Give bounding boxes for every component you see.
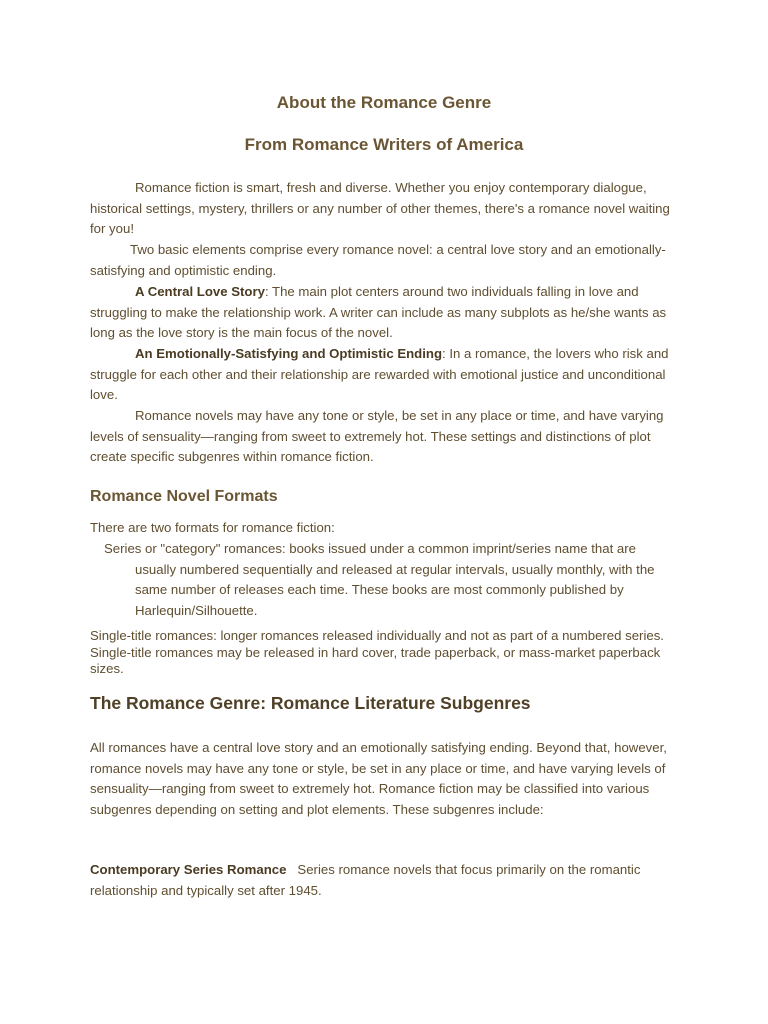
contemporary-series-paragraph xyxy=(90,860,682,901)
single-title-paragraph: Single-title romances: longer romances released individually and not as part of a numbered series. Single-title romances may be released in hard cover, trade paperback, or mass-market paperback sizes. xyxy=(90,628,664,677)
central-love-story-text: : The main plot centers around two individuals falling in love and struggling to make the relationship work. A writer can include as many subplots as he/she wants as long as the love story is the main focus of the novel. xyxy=(90,284,667,341)
contemporary-series-label: Contemporary Series Romance xyxy=(90,862,287,877)
subgenres-heading: The Romance Genre: Romance Literature Subgenres xyxy=(90,693,531,713)
intro-paragraph-1: Romance fiction is smart, fresh and diverse. Whether you enjoy contemporary dialogue, historical settings, mystery, thrillers or any number of other themes, there's a romance novel waiting for you! xyxy=(90,180,670,237)
page-title: About the Romance Genre xyxy=(276,93,492,112)
formats-heading: Romance Novel Formats xyxy=(90,488,278,505)
intro-paragraph-2: Two basic elements comprise every romance novel: a central love story and an emotionally-satisfying and optimistic ending. xyxy=(90,242,666,278)
series-romance-continuation: usually numbered sequentially and released at regular intervals, usually monthly, with the same number of releases each time. These books are most commonly published by Harlequin/Silhouette. xyxy=(135,561,655,618)
intro-paragraph-5: Romance novels may have any tone or style, be set in any place or time, and have varying levels of sensuality—ranging from sweet to extremely hot. These settings and distinctions of plot create specific subgenres within romance fiction. xyxy=(90,408,664,465)
optimistic-ending-text: : In a romance, the lovers who risk and struggle for each other and their relationship are rewarded with emotional justice and unconditional love. xyxy=(90,346,669,403)
contemporary-series-text: Series romance novels that focus primarily on the romantic relationship and typically set after 1945. xyxy=(90,862,641,898)
central-love-story-label: A Central Love Story xyxy=(135,284,265,299)
central-love-story-paragraph xyxy=(90,282,682,344)
subgenres-body: All romances have a central love story and an emotionally satisfying ending. Beyond that, however, romance novels may have any tone or style, be set in any place or time, and have varying levels of sensuality—ranging from sweet to extremely hot. Romance fiction may be classified into various subgenres depending on setting and plot elements. These subgenres include: xyxy=(90,740,667,817)
series-romance-item xyxy=(90,539,682,621)
formats-lead: There are two formats for romance fiction: xyxy=(90,520,335,535)
series-romance-first-line: Series or "category" romances: books issued under a common imprint/series name that are xyxy=(104,541,636,556)
page-subtitle: From Romance Writers of America xyxy=(244,135,524,154)
optimistic-ending-label: An Emotionally-Satisfying and Optimistic Ending xyxy=(135,346,442,361)
optimistic-ending-paragraph xyxy=(90,344,682,406)
